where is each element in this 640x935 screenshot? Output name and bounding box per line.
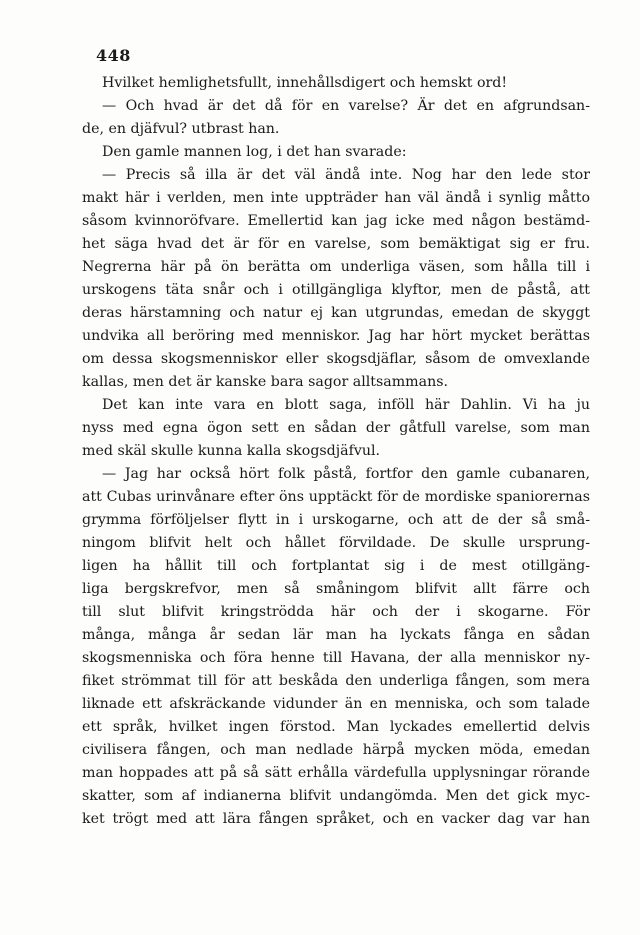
text-line: skogsmenniska och föra henne till Havana, der alla menniskor ny- [82,650,590,666]
text-line: — Och hvad är det då för en varelse? Är det en afgrundsan- [102,98,590,114]
text-line: Den gamle mannen log, i det han svarade: [102,144,407,160]
text-line: man hoppades att på så sätt erhålla värdefulla upplysningar rörande [82,765,590,781]
text-line: Hvilket hemlighetsfullt, innehållsdigert och hemskt ord! [102,75,508,91]
text-line: Det kan inte vara en blott saga, inföll här Dahlin. Vi ha ju [102,397,590,413]
page-number: 448 [96,46,131,65]
text-line: med skäl skulle kunna kalla skogsdjäfvul. [82,443,381,459]
text-line: ett språk, hvilket ingen förstod. Man lyckades emellertid delvis [82,719,590,735]
text-line: undvika all beröring med menniskor. Jag har hört mycket berättas [82,328,590,344]
text-line: — Precis så illa är det väl ändå inte. Nog har den lede stor [102,167,590,183]
text-line: — Jag har också hört folk påstå, fortfor den gamle cubanaren, [102,466,590,482]
text-line: Negrerna här på ön berätta om underliga väsen, som hålla till i [82,259,590,275]
text-line: urskogens täta snår och i otillgängliga klyftor, men de påstå, att [82,282,590,298]
text-line: skatter, som af indianerna blifvit undangömda. Men det gick myc- [82,788,590,804]
text-line: om dessa skogsmenniskor eller skogsdjäflar, såsom de omvexlande [82,351,590,367]
text-line: liga bergskrefvor, men så småningom blifvit allt färre och [82,581,590,597]
text-line: het säga hvad det är för en varelse, som bemäktigat sig er fru. [82,236,590,252]
text-line: kallas, men det är kanske bara sagor alltsammans. [82,374,449,390]
text-line: liknade ett afskräckande vidunder än en menniska, och som talade [82,696,590,712]
text-line: deras härstamning och natur ej kan utgrundas, emedan de skyggt [82,305,590,321]
text-line: civilisera fången, och man nedlade härpå mycken möda, emedan [82,742,590,758]
text-line: ket trögt med att lära fången språket, och en vacker dag var han [82,811,590,827]
text-line: till slut blifvit kringströdda här och der i skogarne. För [82,604,590,620]
text-line: de, en djäfvul? utbrast han. [82,121,280,137]
text-line: makt här i verlden, men inte uppträder han väl ändå i synlig måtto [82,190,590,206]
text-line: många, många år sedan lär man ha lyckats fånga en sådan [82,627,590,643]
text-line: att Cubas urinvånare efter öns upptäckt för de mordiske spaniorernas [82,489,590,505]
text-line: nyss med egna ögon sett en sådan der gåtfull varelse, som man [82,420,590,436]
text-line: fiket strömmat till för att beskåda den underliga fången, som mera [82,673,590,689]
body-text [82,72,590,831]
text-line: såsom kvinnoröfvare. Emellertid kan jag icke med någon bestämd- [82,213,590,229]
text-line: ligen ha hållit till och fortplantat sig i de mest otillgäng- [82,558,590,574]
text-line: ningom blifvit helt och hållet förvildade. De skulle ursprung- [82,535,590,551]
text-line: grymma förföljelser flytt in i urskogarne, och att de der så små- [82,512,590,528]
